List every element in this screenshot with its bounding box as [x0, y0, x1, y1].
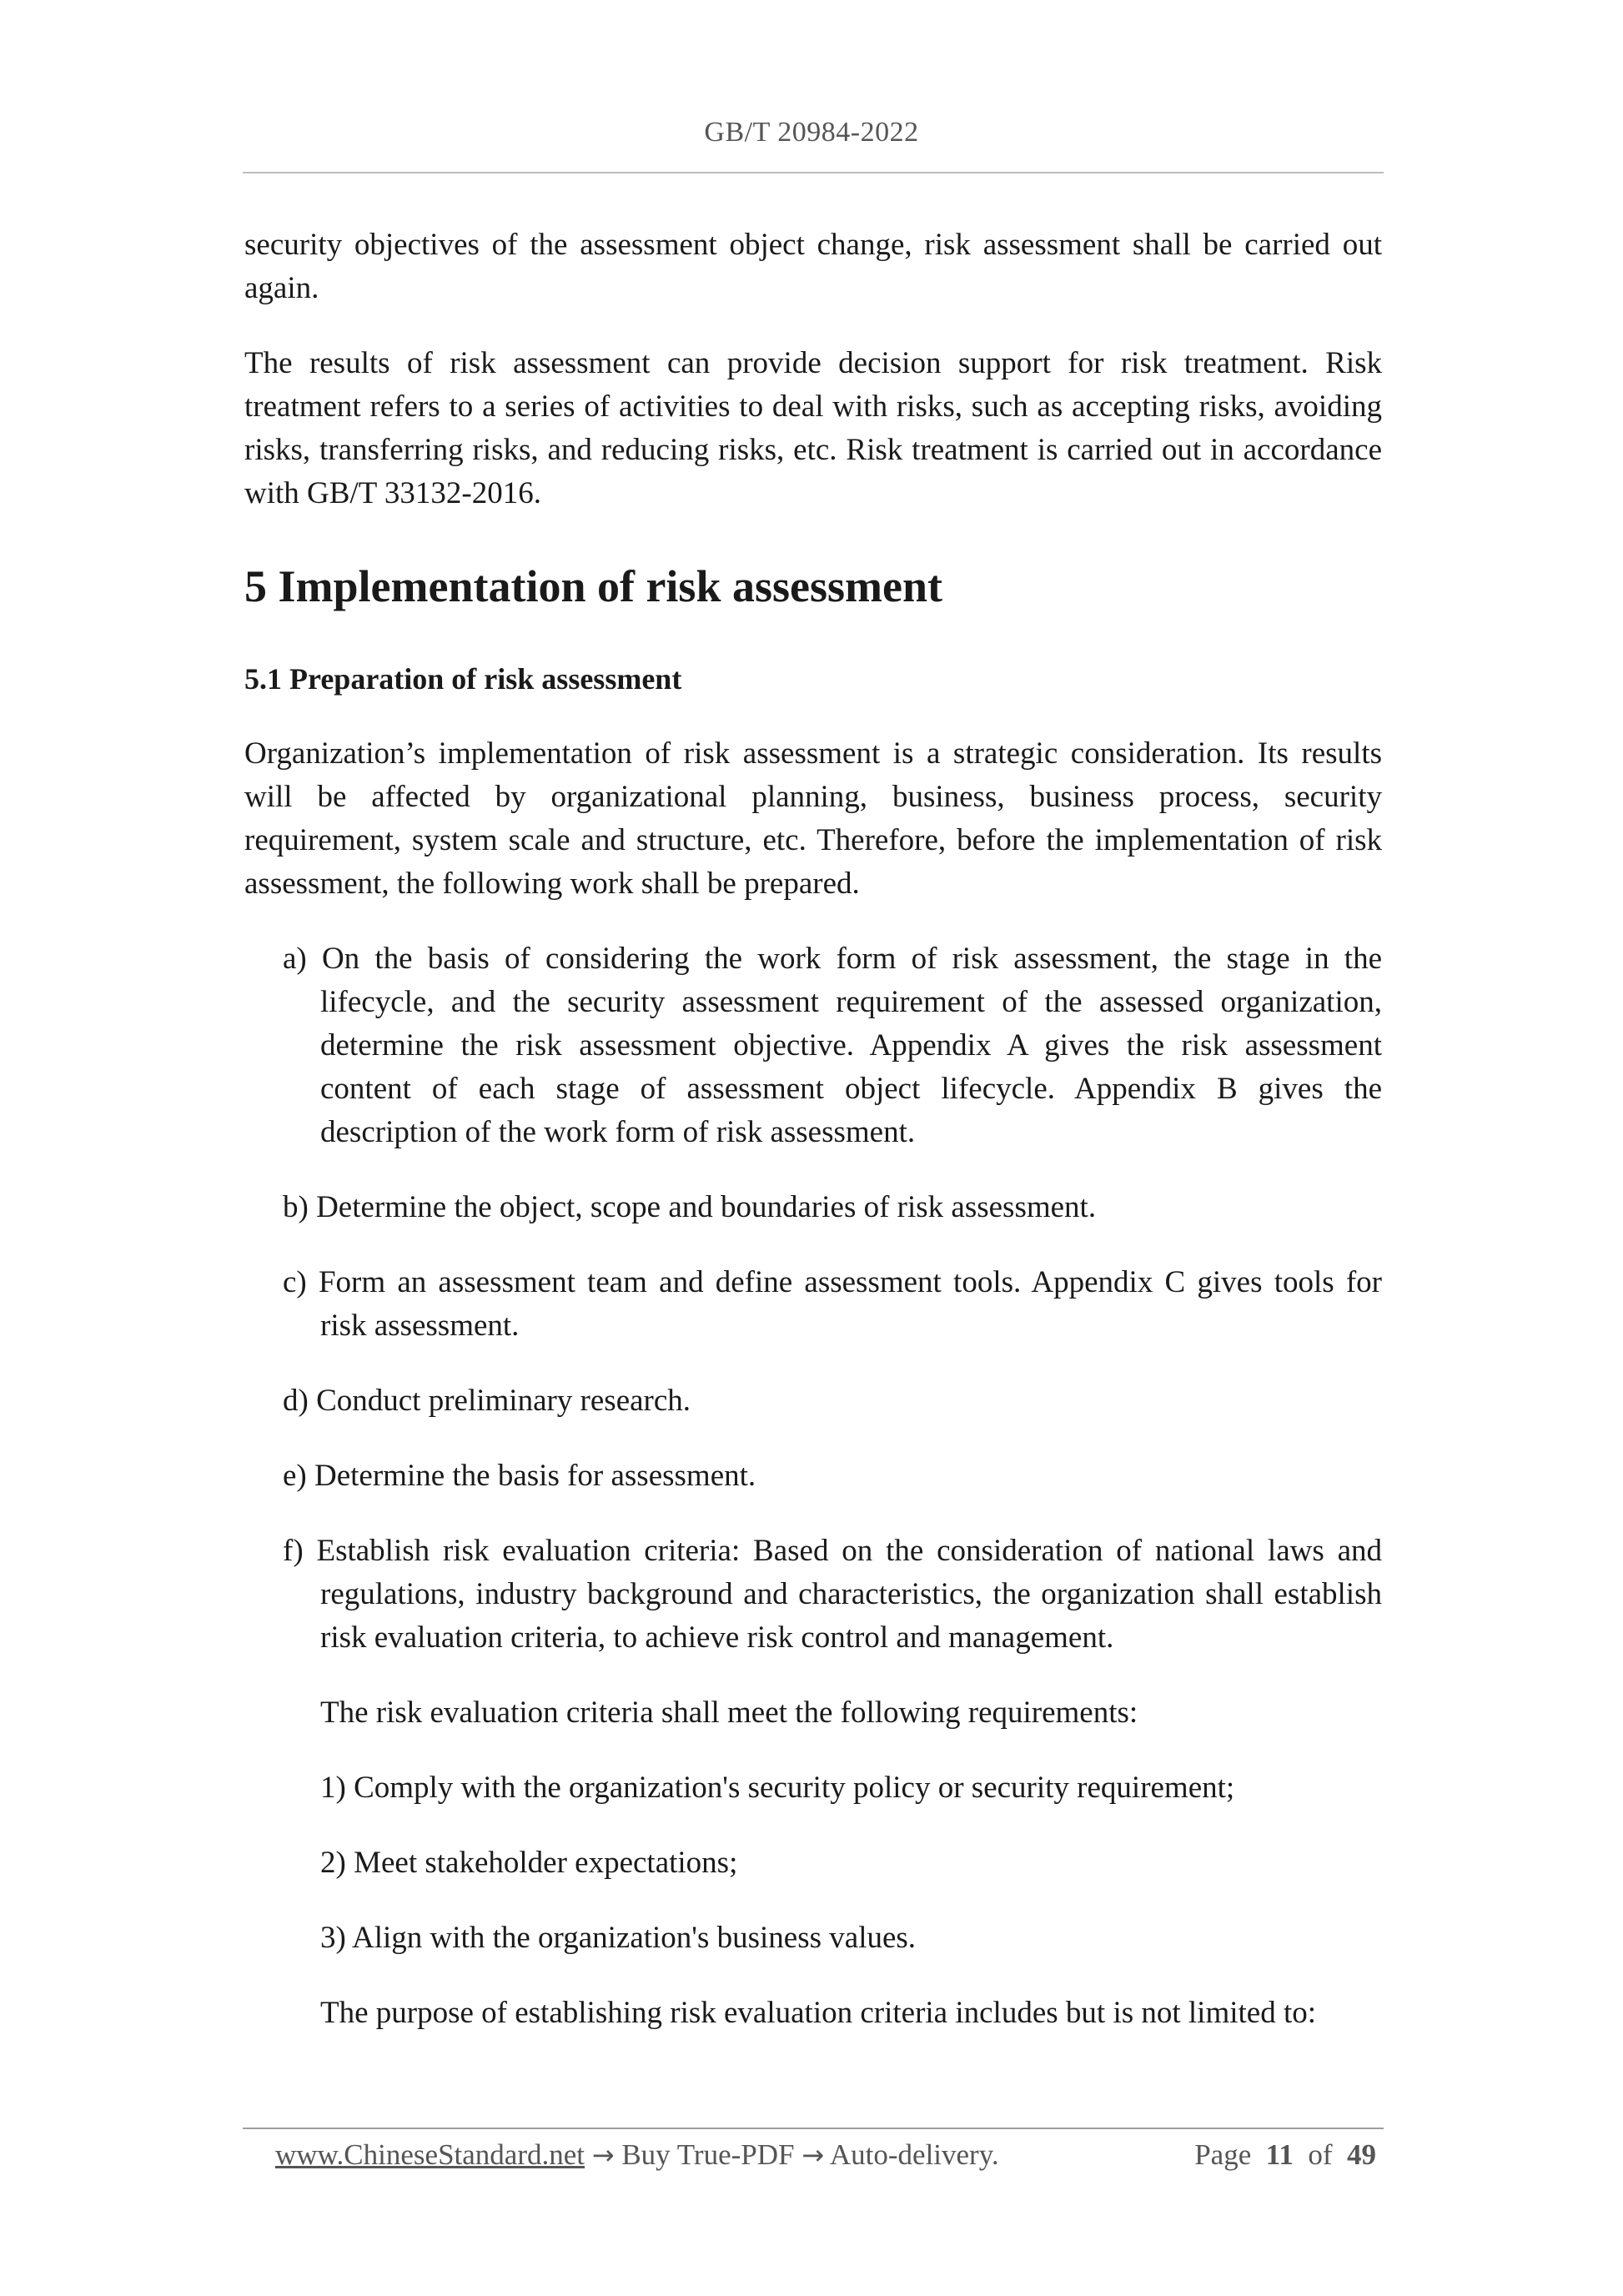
body-paragraph: Organization’s implementation of risk assessment is a strategic consideration. Its results will be affected by organizational planning, business, business process, security requirement, system scale and structure, etc. Therefore, before the implementation of risk assessment, the following work shall be prepared. [244, 736, 1382, 901]
list-item: f) Establish risk evaluation criteria: Based on the consideration of national laws and regulations, industry background and characteristics, the organization shall establish risk evaluation criteria, to achieve risk control and management. [283, 1534, 1382, 1655]
website-link[interactable]: www.ChineseStandard.net [275, 2138, 585, 2171]
subsection-heading: 5.1 Preparation of risk assessment [244, 662, 682, 696]
total-pages: 49 [1347, 2138, 1376, 2171]
list-item: a) On the basis of considering the work form of risk assessment, the stage in the lifecycle, and the security assessment requirement of the assessed organization, determine the risk assessment objective. Appendix A gives the risk assessment content of each stage of assessment object lifecycle. Appendix B gives the description of the work form of risk assessment. [283, 942, 1382, 1149]
list-item: b) Determine the object, scope and boundaries of risk assessment. [283, 1190, 1097, 1224]
footer-promo [275, 2135, 999, 2175]
criteria-intro: The risk evaluation criteria shall meet the following requirements: [320, 1696, 1138, 1730]
body-paragraph: security objectives of the assessment object change, risk assessment shall be carried out again. [244, 228, 1382, 305]
list-item: d) Conduct preliminary research. [283, 1384, 691, 1418]
page-header-title: GB/T 20984-2022 [704, 117, 919, 148]
requirement-item: 3) Align with the organization's business values. [320, 1921, 917, 1955]
purpose-intro: The purpose of establishing risk evaluation criteria includes but is not limited to: [320, 1996, 1317, 2030]
buy-text: Buy True-PDF [621, 2138, 795, 2171]
page-indicator [1194, 2135, 1376, 2175]
header-divider [243, 172, 1384, 173]
page-number: 11 [1265, 2138, 1294, 2171]
requirement-item: 1) Comply with the organization's security policy or security requirement; [320, 1771, 1235, 1805]
delivery-text: Auto-delivery. [829, 2138, 999, 2171]
footer-divider [243, 2128, 1384, 2129]
page-label: Page [1194, 2138, 1252, 2171]
body-paragraph: The results of risk assessment can provide decision support for risk treatment. Risk treatment refers to a series of activities to deal with risks, such as accepting risks, avoiding risks, transferring risks, and reducing risks, etc. Risk treatment is carried out in accordance with GB/T 33132-2016. [244, 346, 1382, 510]
section-heading: 5 Implementation of risk assessment [244, 561, 942, 611]
of-label: of [1308, 2138, 1333, 2171]
requirement-item: 2) Meet stakeholder expectations; [320, 1846, 738, 1880]
list-item: e) Determine the basis for assessment. [283, 1459, 756, 1493]
list-item: c) Form an assessment team and define assessment tools. Appendix C gives tools for risk assessment. [283, 1265, 1382, 1343]
arrow-right-icon: → [801, 2139, 825, 2171]
arrow-right-icon: → [591, 2139, 615, 2171]
page-content [244, 224, 1382, 2067]
